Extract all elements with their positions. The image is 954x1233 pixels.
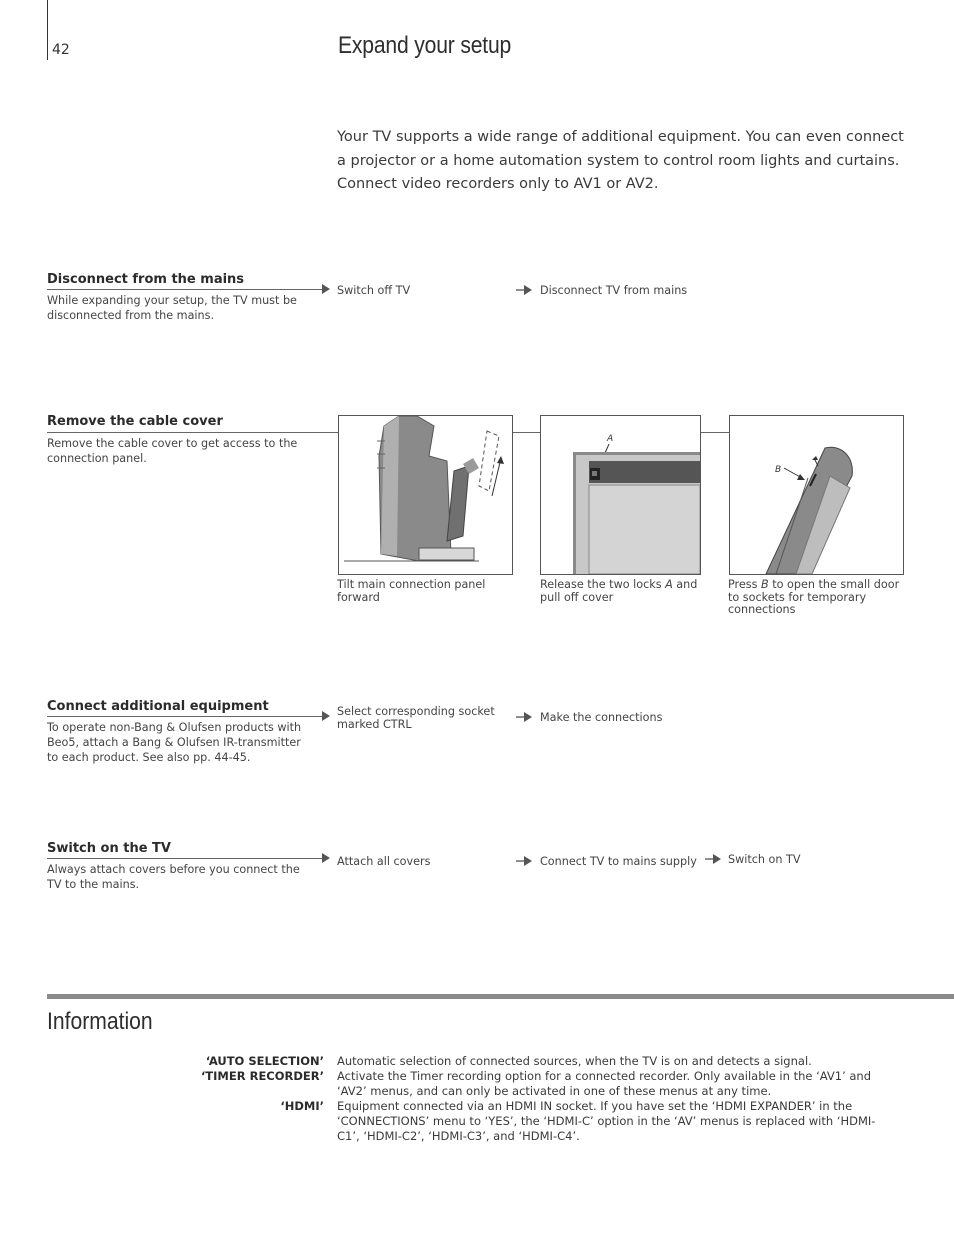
page-number: 42 <box>52 42 70 58</box>
info-definition: Equipment connected via an HDMI IN socket. If you have set the ‘HDMI EXPANDER’ in the ‘CONNECTIONS’ menu to ‘YES’, the ‘HDMI-C’ option in the ‘AV’ menus is replaced with ‘HDMI-C1’, ‘HDMI-C2’, ‘HDMI-C3’, and ‘HDMI-C4’. <box>337 1099 876 1143</box>
section-rule <box>700 432 729 433</box>
arrow-right-icon <box>322 711 330 721</box>
step-text: Make the connections <box>540 711 663 724</box>
arrow-right-icon <box>516 712 532 722</box>
info-definition: Activate the Timer recording option for a connected recorder. Only available in the ‘AV1’ and ‘AV2’ menus, and can only be activated in one of these menus at any time. <box>337 1069 872 1098</box>
info-term: ‘TIMER RECORDER’ <box>200 1069 324 1083</box>
section-rule <box>47 432 338 433</box>
step-text: Connect TV to mains supply <box>540 855 697 868</box>
section-rule <box>47 858 323 859</box>
section-rule <box>47 716 323 717</box>
section-rule <box>512 432 540 433</box>
section-heading-mains: Disconnect from the mains <box>47 272 245 287</box>
intro-paragraph: Your TV supports a wide range of additional equipment. You can even connect a projector or a home automation system to control room lights and curtains. Connect video recorders only to AV1 or AV2. <box>337 129 904 192</box>
figure-open-door <box>729 415 904 575</box>
step-text: Select corresponding socket marked CTRL <box>337 705 495 731</box>
information-divider <box>47 994 954 999</box>
section-rule <box>47 289 323 290</box>
arrow-right-icon <box>516 285 532 295</box>
figure-tilt-panel <box>338 415 513 575</box>
figure-caption: Release the two locks A and pull off cover <box>540 578 698 604</box>
information-title: Information <box>47 1008 153 1035</box>
section-heading-connect: Connect additional equipment <box>47 699 269 714</box>
section-description: To operate non-Bang & Olufsen products with Beo5, attach a Bang & Olufsen IR-transmitter to each product. See also pp. 44-45. <box>47 721 302 764</box>
figure-caption: Tilt main connection panel forward <box>337 578 486 604</box>
arrow-right-icon <box>516 856 532 866</box>
step-text: Disconnect TV from mains <box>540 284 688 297</box>
step-text: Attach all covers <box>337 855 431 868</box>
arrow-right-icon <box>322 853 330 863</box>
step-text: Switch off TV <box>337 284 411 297</box>
figure-caption: Press B to open the small door to sockets for temporary connections <box>728 578 900 616</box>
arrow-right-icon <box>705 854 721 864</box>
section-description: Remove the cable cover to get access to the connection panel. <box>47 437 298 465</box>
page-title: Expand your setup <box>338 32 512 59</box>
page-edge-rule <box>47 0 48 60</box>
section-heading-cover: Remove the cable cover <box>47 414 223 429</box>
info-term: ‘AUTO SELECTION’ <box>205 1054 324 1068</box>
figure-label-b: B <box>775 465 782 475</box>
info-definition: Automatic selection of connected sources, when the TV is on and detects a signal. <box>337 1054 812 1068</box>
section-description: While expanding your setup, the TV must be disconnected from the mains. <box>47 294 297 322</box>
section-heading-switch-on: Switch on the TV <box>47 841 171 856</box>
step-text: Switch on TV <box>728 853 801 866</box>
section-description: Always attach covers before you connect the TV to the mains. <box>47 863 300 891</box>
info-term: ‘HDMI’ <box>280 1099 324 1113</box>
arrow-right-icon <box>322 284 330 294</box>
figure-release-locks <box>540 415 701 575</box>
figure-label-a: A <box>607 434 614 444</box>
